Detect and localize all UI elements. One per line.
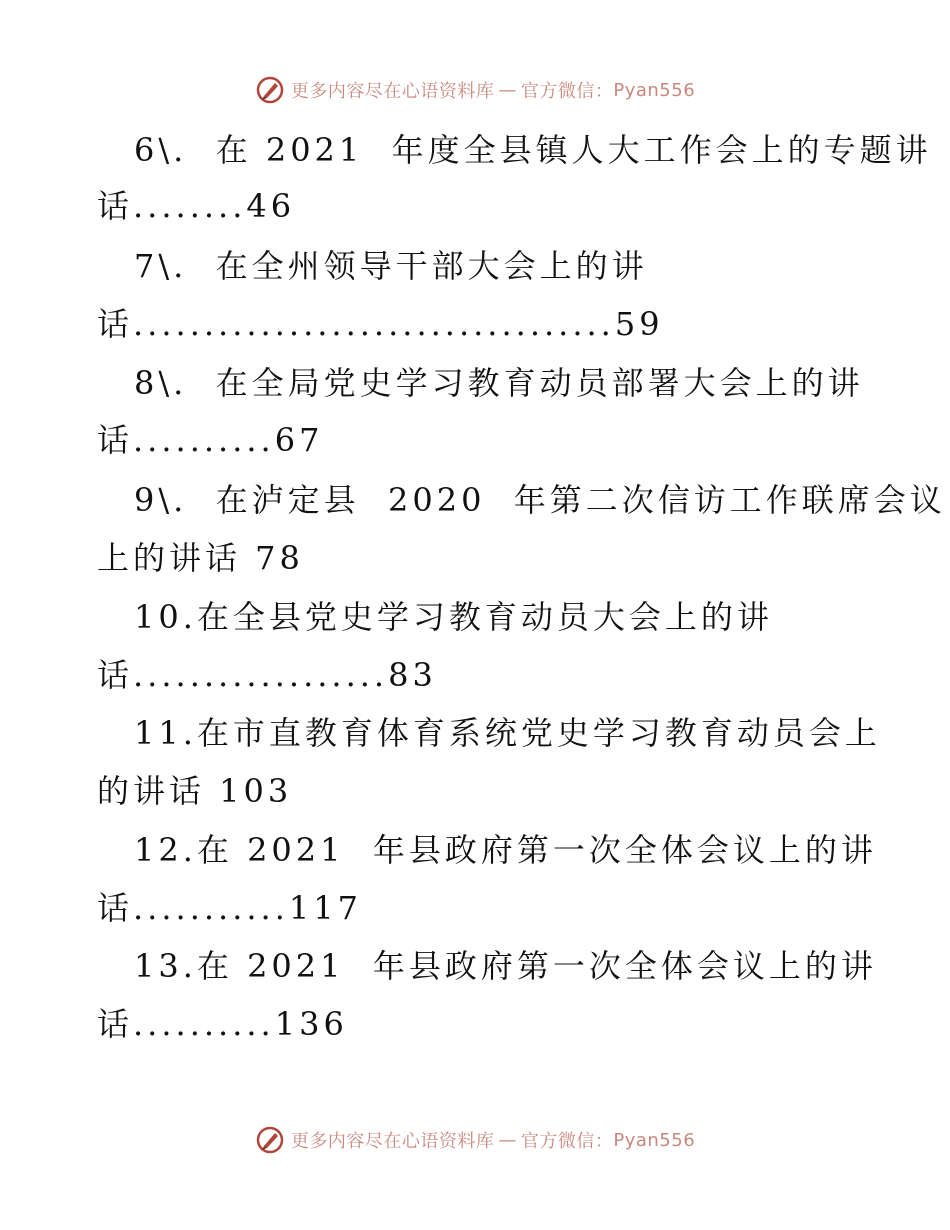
watermark-label: 官方微信： [520,1131,614,1152]
toc-entry-12-page: 话...........117 [97,889,362,927]
header-watermark [0,70,950,110]
footer-watermark [0,1120,950,1160]
toc-entry-8-title: 8\. 在全局党史学习教育动员部署大会上的讲 [134,364,864,402]
toc-entry-7-page: 话..................................59 [97,305,664,343]
watermark-separator: — [498,79,517,101]
toc-entry-9-title: 9\. 在泸定县 2020 年第二次信访工作联席会议 [134,481,946,519]
toc-entry-11-title: 11.在市直教育体育系统党史学习教育动员会上 [134,714,881,752]
toc-entry-10-title: 10.在全县党史学习教育动员大会上的讲 [134,598,773,636]
watermark-text: 更多内容尽在心语资料库 [290,1131,495,1152]
watermark-account: Pyan556 [613,79,696,101]
toc-entry-10-page: 话..................83 [97,656,437,694]
watermark-label: 官方微信： [520,81,614,102]
toc-entry-13-title: 13.在 2021 年县政府第一次全体会议上的讲 [134,947,877,985]
toc-entry-9-page: 上的讲话 78 [97,539,304,577]
watermark-account: Pyan556 [613,1129,696,1151]
toc-entry-6-title: 6\. 在 2021 年度全县镇人大工作会上的专题讲 [134,131,932,169]
pen-logo-icon [255,1125,285,1155]
watermark-text: 更多内容尽在心语资料库 [290,81,495,102]
toc-entry-7-title: 7\. 在全州领导干部大会上的讲 [134,247,648,285]
watermark-separator: — [498,1129,517,1151]
toc-entry-8-page: 话..........67 [97,421,324,459]
toc-entry-13-page: 话..........136 [97,1005,348,1043]
pen-logo-icon [255,75,285,105]
toc-entry-11-page: 的讲话 103 [97,772,293,810]
toc-entry-12-title: 12.在 2021 年县政府第一次全体会议上的讲 [134,831,877,869]
toc-entry-6-page: 话........46 [97,187,296,225]
